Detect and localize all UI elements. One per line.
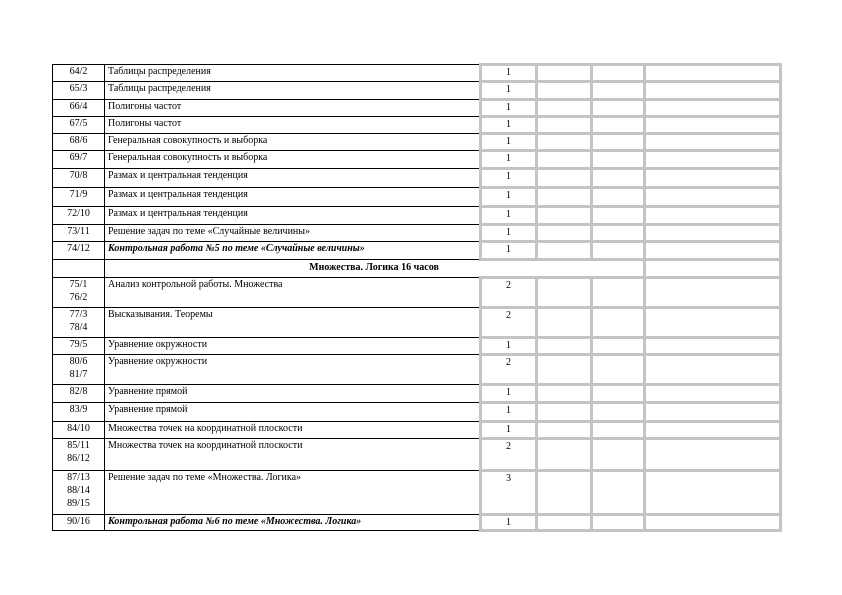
lesson-number-cell: [53, 188, 105, 207]
notes-cell: [645, 65, 781, 82]
notes-cell: [645, 260, 781, 278]
lesson-topic: Генеральная совокупность и выборка: [105, 134, 481, 151]
hours-cell: 2: [481, 439, 537, 471]
notes-cell: [645, 134, 781, 151]
section-title: Множества. Логика 16 часов: [105, 260, 645, 278]
notes-cell: [645, 117, 781, 134]
lesson-topic: Уравнение прямой: [105, 403, 481, 422]
lesson-plan-body: [53, 65, 781, 531]
lesson-number-cell: [53, 169, 105, 188]
lesson-number: 66/4: [69, 101, 88, 112]
lesson-row: [53, 188, 781, 207]
lesson-number-cell: [53, 439, 105, 471]
date-plan-cell: [537, 355, 592, 385]
lesson-number: 65/3: [69, 83, 88, 94]
lesson-row: [53, 422, 781, 439]
date-fact-cell: [592, 242, 645, 260]
hours-cell: 1: [481, 515, 537, 531]
notes-cell: [645, 169, 781, 188]
lesson-number: 79/5: [69, 339, 88, 350]
hours-cell: 3: [481, 471, 537, 515]
lesson-number: 76/2: [69, 292, 88, 303]
lesson-number: 89/15: [67, 498, 90, 509]
date-plan-cell: [537, 242, 592, 260]
date-fact-cell: [592, 169, 645, 188]
date-fact-cell: [592, 188, 645, 207]
date-plan-cell: [537, 100, 592, 117]
lesson-topic: Высказывания. Теоремы: [105, 308, 481, 338]
date-fact-cell: [592, 65, 645, 82]
lesson-number-cell: [53, 338, 105, 355]
notes-cell: [645, 188, 781, 207]
lesson-number: 77/3: [69, 309, 88, 320]
date-fact-cell: [592, 117, 645, 134]
lesson-number: 73/11: [67, 226, 90, 237]
date-fact-cell: [592, 308, 645, 338]
notes-cell: [645, 338, 781, 355]
lesson-number: 68/6: [69, 135, 88, 146]
notes-cell: [645, 403, 781, 422]
lesson-row: [53, 385, 781, 403]
date-fact-cell: [592, 471, 645, 515]
lesson-topic: Решение задач по теме «Случайные величины»: [105, 225, 481, 242]
date-plan-cell: [537, 471, 592, 515]
lesson-number-cell: [53, 207, 105, 225]
notes-cell: [645, 355, 781, 385]
lesson-topic: Генеральная совокупность и выборка: [105, 151, 481, 169]
lesson-number-cell: [53, 225, 105, 242]
lesson-row: [53, 169, 781, 188]
lesson-topic: Уравнение окружности: [105, 338, 481, 355]
lesson-topic: Таблицы распределения: [105, 65, 481, 82]
date-plan-cell: [537, 385, 592, 403]
hours-cell: 1: [481, 82, 537, 100]
lesson-number-cell: [53, 134, 105, 151]
notes-cell: [645, 225, 781, 242]
date-plan-cell: [537, 338, 592, 355]
lesson-number-cell: [53, 117, 105, 134]
lesson-row: [53, 403, 781, 422]
notes-cell: [645, 422, 781, 439]
date-fact-cell: [592, 207, 645, 225]
lesson-topic: Полигоны частот: [105, 100, 481, 117]
lesson-topic: Решение задач по теме «Множества. Логика»: [105, 471, 481, 515]
lesson-number: 78/4: [69, 322, 88, 333]
notes-cell: [645, 439, 781, 471]
lesson-number-cell: [53, 308, 105, 338]
section-header-row: [53, 260, 781, 278]
lesson-topic: Уравнение прямой: [105, 385, 481, 403]
lesson-number: 67/5: [69, 118, 88, 129]
lesson-row: [53, 82, 781, 100]
lesson-topic: Размах и центральная тенденция: [105, 188, 481, 207]
lesson-number-cell: [53, 260, 105, 278]
date-fact-cell: [592, 100, 645, 117]
lesson-number-cell: [53, 82, 105, 100]
lesson-row: [53, 100, 781, 117]
lesson-number-cell: [53, 403, 105, 422]
lesson-number-cell: [53, 422, 105, 439]
lesson-plan-table: [52, 63, 782, 532]
lesson-number: 69/7: [69, 152, 88, 163]
hours-cell: 1: [481, 385, 537, 403]
lesson-row: [53, 439, 781, 471]
lesson-number-cell: [53, 65, 105, 82]
hours-cell: 1: [481, 117, 537, 134]
lesson-number-cell: [53, 355, 105, 385]
lesson-topic: Размах и центральная тенденция: [105, 207, 481, 225]
notes-cell: [645, 151, 781, 169]
date-plan-cell: [537, 439, 592, 471]
hours-cell: 1: [481, 151, 537, 169]
lesson-row: [53, 471, 781, 515]
lesson-topic: Анализ контрольной работы. Множества: [105, 278, 481, 308]
lesson-row: [53, 515, 781, 531]
date-fact-cell: [592, 225, 645, 242]
notes-cell: [645, 207, 781, 225]
hours-cell: 1: [481, 169, 537, 188]
lesson-row: [53, 278, 781, 308]
hours-cell: 1: [481, 134, 537, 151]
date-fact-cell: [592, 278, 645, 308]
date-fact-cell: [592, 355, 645, 385]
lesson-number: 74/12: [67, 243, 90, 254]
lesson-number-cell: [53, 100, 105, 117]
lesson-row: [53, 134, 781, 151]
lesson-topic: Полигоны частот: [105, 117, 481, 134]
lesson-row: [53, 308, 781, 338]
date-plan-cell: [537, 151, 592, 169]
notes-cell: [645, 515, 781, 531]
lesson-topic: Множества точек на координатной плоскости: [105, 439, 481, 471]
date-plan-cell: [537, 403, 592, 422]
lesson-number: 72/10: [67, 208, 90, 219]
hours-cell: 1: [481, 100, 537, 117]
lesson-number: 85/11: [67, 440, 90, 451]
lesson-number-cell: [53, 515, 105, 531]
date-plan-cell: [537, 308, 592, 338]
date-plan-cell: [537, 278, 592, 308]
lesson-topic: Множества точек на координатной плоскости: [105, 422, 481, 439]
hours-cell: 2: [481, 278, 537, 308]
hours-cell: 1: [481, 65, 537, 82]
date-plan-cell: [537, 225, 592, 242]
hours-cell: 1: [481, 207, 537, 225]
lesson-row: [53, 117, 781, 134]
lesson-number: 70/8: [69, 170, 88, 181]
date-plan-cell: [537, 515, 592, 531]
date-plan-cell: [537, 207, 592, 225]
date-plan-cell: [537, 422, 592, 439]
notes-cell: [645, 385, 781, 403]
lesson-topic: Контрольная работа №6 по теме «Множества. Логика»: [105, 515, 481, 531]
lesson-number-cell: [53, 471, 105, 515]
lesson-number: 88/14: [67, 485, 90, 496]
lesson-number: 90/16: [67, 516, 90, 527]
lesson-row: [53, 242, 781, 260]
lesson-number: 83/9: [69, 404, 88, 415]
date-fact-cell: [592, 338, 645, 355]
lesson-row: [53, 207, 781, 225]
notes-cell: [645, 308, 781, 338]
date-fact-cell: [592, 403, 645, 422]
notes-cell: [645, 278, 781, 308]
notes-cell: [645, 471, 781, 515]
hours-cell: 1: [481, 188, 537, 207]
lesson-number: 82/8: [69, 386, 88, 397]
date-plan-cell: [537, 169, 592, 188]
lesson-number: 87/13: [67, 472, 90, 483]
lesson-topic: Таблицы распределения: [105, 82, 481, 100]
date-plan-cell: [537, 188, 592, 207]
notes-cell: [645, 242, 781, 260]
hours-cell: 2: [481, 355, 537, 385]
lesson-topic: Уравнение окружности: [105, 355, 481, 385]
lesson-number-cell: [53, 278, 105, 308]
lesson-number: 80/6: [69, 356, 88, 367]
date-fact-cell: [592, 422, 645, 439]
lesson-number: 75/1: [69, 279, 88, 290]
lesson-topic: Контрольная работа №5 по теме «Случайные величины»: [105, 242, 481, 260]
date-plan-cell: [537, 65, 592, 82]
lesson-row: [53, 65, 781, 82]
lesson-number: 71/9: [69, 189, 88, 200]
lesson-number-cell: [53, 385, 105, 403]
lesson-row: [53, 225, 781, 242]
lesson-number: 81/7: [69, 369, 88, 380]
date-plan-cell: [537, 82, 592, 100]
lesson-row: [53, 355, 781, 385]
hours-cell: 1: [481, 242, 537, 260]
lesson-number-cell: [53, 151, 105, 169]
notes-cell: [645, 100, 781, 117]
hours-cell: 1: [481, 403, 537, 422]
date-fact-cell: [592, 385, 645, 403]
lesson-row: [53, 151, 781, 169]
lesson-topic: Размах и центральная тенденция: [105, 169, 481, 188]
lesson-row: [53, 338, 781, 355]
date-fact-cell: [592, 151, 645, 169]
date-fact-cell: [592, 134, 645, 151]
hours-cell: 1: [481, 225, 537, 242]
lesson-number-cell: [53, 242, 105, 260]
lesson-number: 84/10: [67, 423, 90, 434]
date-plan-cell: [537, 117, 592, 134]
hours-cell: 1: [481, 422, 537, 439]
hours-cell: 2: [481, 308, 537, 338]
notes-cell: [645, 82, 781, 100]
lesson-number: 86/12: [67, 453, 90, 464]
lesson-number: 64/2: [69, 66, 88, 77]
hours-cell: 1: [481, 338, 537, 355]
date-fact-cell: [592, 82, 645, 100]
date-fact-cell: [592, 439, 645, 471]
date-fact-cell: [592, 515, 645, 531]
date-plan-cell: [537, 134, 592, 151]
